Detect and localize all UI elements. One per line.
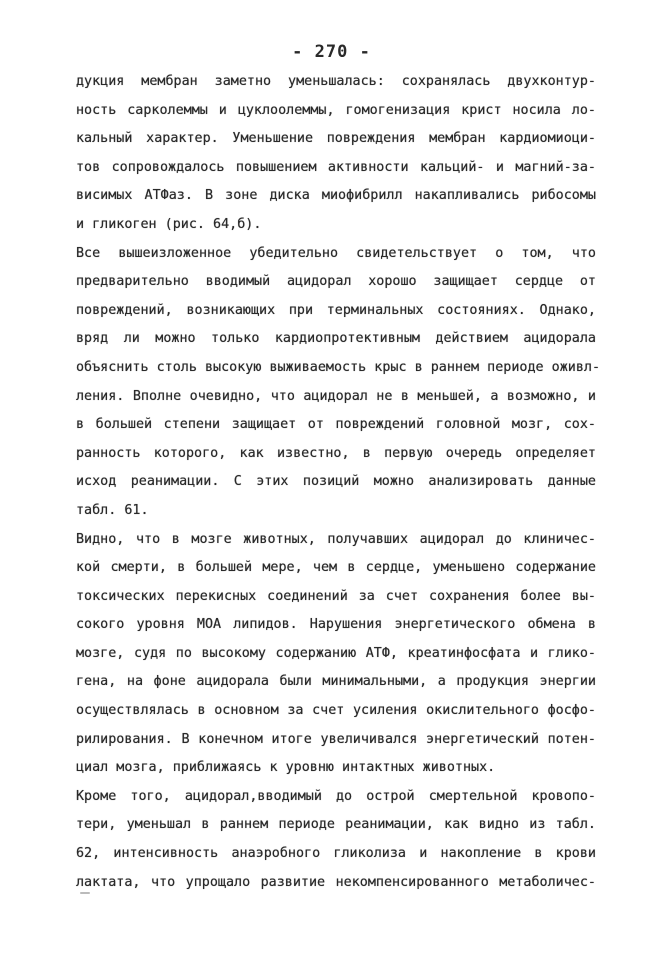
text-line: мозге, судя по высокому содержанию АТФ, креатинфосфата и глико-	[76, 645, 596, 661]
text-line: ления. Вполне очевидно, что ацидорал не в меньшей, а возможно, и	[76, 388, 596, 404]
scan-mark	[80, 892, 90, 894]
text-line: осуществлялась в основном за счет усиления окислительного фосфо-	[76, 703, 596, 719]
text-line: рилирования. В конечном итоге увеличивался энергетический потен-	[76, 731, 596, 747]
text-line: повреждений, возникающих при терминальных состояниях. Однако,	[76, 302, 596, 318]
text-line: ность сарколеммы и цуклоолеммы, гомогенизация крист носила ло-	[76, 102, 596, 118]
text-line: в большей степени защищает от повреждений головной мозг, сох-	[76, 417, 596, 433]
page-number: - 270 -	[292, 42, 371, 62]
body-text	[76, 68, 601, 897]
text-line: 62, интенсивность анаэробного гликолиза и накопление в крови	[76, 846, 596, 862]
text-line: дукция мембран заметно уменьшалась: сохранялась двухконтур-	[76, 74, 596, 89]
text-line: кальный характер. Уменьшение повреждения мембран кардиомиоци-	[76, 131, 596, 147]
text-line: сокого уровня МОА липидов. Нарушения энергетического обмена в	[76, 617, 596, 633]
text-line: тов сопровождалось повышением активности кальций- и магний-за-	[76, 159, 596, 175]
text-line: ранность которого, как известно, в первую очередь определяет	[76, 445, 596, 461]
text-line: Видно, что в мозге животных, получавших ацидорал до клиничес-	[76, 531, 596, 547]
text-line: исход реанимации. С этих позиций можно анализировать данные	[76, 474, 596, 490]
text-line: гена, на фоне ацидорала были минимальными, а продукция энергии	[76, 674, 596, 690]
text-line: кой смерти, в большей мере, чем в сердце, уменьшено содержание	[76, 560, 596, 576]
text-line: висимых АТФаз. В зоне диска миофибрилл накапливались рибосомы	[76, 188, 596, 204]
text-line: лактата, что упрощало развитие некомпенсированного метаболичес-	[76, 874, 596, 890]
text-line: вряд ли можно только кардиопротективным действием ацидорала	[76, 331, 596, 347]
text-line: предварительно вводимый ацидорал хорошо защищает сердце от	[76, 274, 596, 290]
text-line: Кроме того, ацидорал,вводимый до острой смертельной кровопо-	[76, 788, 596, 804]
text-line: объяснить столь высокую выживаемость крыс в раннем периоде оживл-	[76, 359, 601, 375]
text-line: и гликоген (рис. 64,б).	[76, 216, 262, 232]
text-line: тери, уменьшал в раннем периоде реанимации, как видно из табл.	[76, 817, 596, 833]
text-line: токсических перекисных соединений за счет сохранения более вы-	[76, 588, 596, 604]
text-line: табл. 61.	[76, 502, 149, 518]
text-line: Все вышеизложенное убедительно свидетельствует о том, что	[76, 245, 596, 261]
text-line: циал мозга, приближаясь к уровню интактных животных.	[76, 760, 496, 776]
